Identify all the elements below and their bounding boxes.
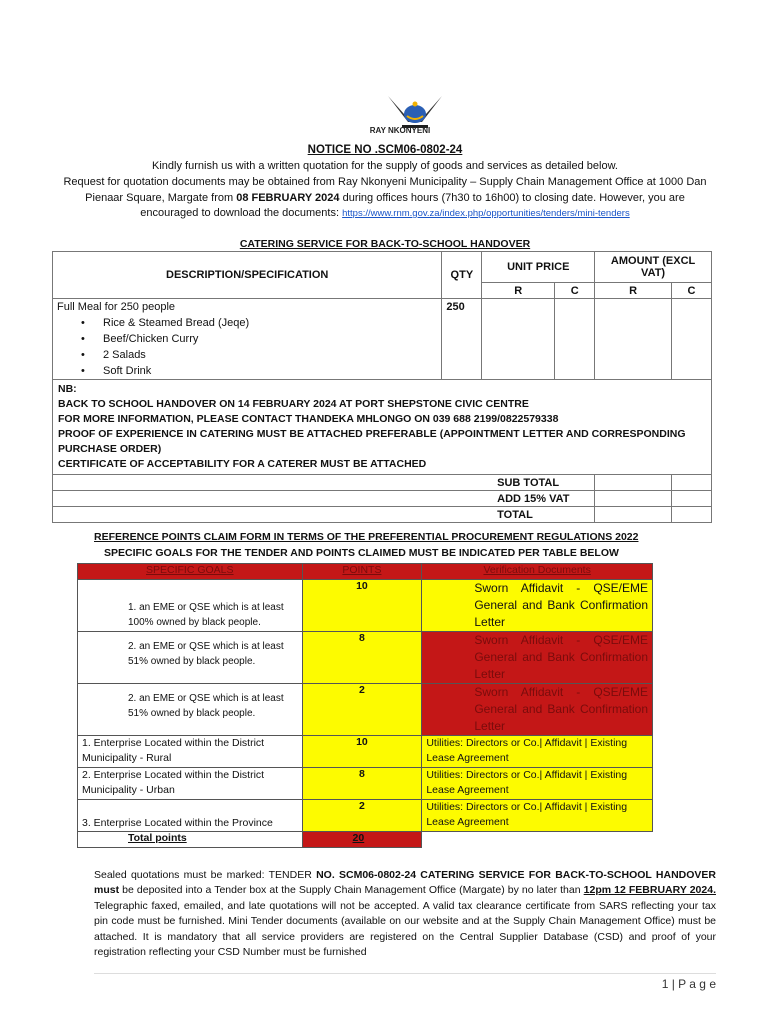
closing-paragraph xyxy=(94,868,716,960)
col-qty: QTY xyxy=(442,252,482,299)
footer-divider xyxy=(94,973,716,974)
item-cell xyxy=(53,299,442,380)
col-points: POINTS xyxy=(302,564,422,580)
list-item: • Beef/Chicken Curry xyxy=(103,331,441,347)
catering-title: CATERING SERVICE FOR BACK-TO-SCHOOL HANDOVER xyxy=(239,238,531,250)
intro-line-3a: Pienaar Square, Margate from xyxy=(85,192,237,204)
intro-line-3c: during offices hours (7h30 to 16h00) to closing date. However, you are xyxy=(339,192,685,204)
intro-line-2: Request for quotation documents may be obtained from Ray Nkonyeni Municipality – Supply Chain Management Office at 1000 Dan xyxy=(63,176,707,188)
amount-r-cell[interactable] xyxy=(595,299,672,380)
verif-3: Sworn Affidavit - QSE/EME General and Bank Confirmation Letter xyxy=(422,684,653,736)
vat-text: ADD 15% VAT xyxy=(497,492,570,505)
points-5[interactable]: 8 xyxy=(302,768,422,800)
page-number: 1 | P a g e xyxy=(661,977,716,991)
nb-line: CERTIFICATE OF ACCEPTABILITY FOR A CATERER MUST BE ATTACHED xyxy=(58,458,427,470)
col-specific-goals: SPECIFIC GOALS xyxy=(78,564,303,580)
unit-r-cell[interactable] xyxy=(482,299,555,380)
total-r[interactable] xyxy=(595,507,672,523)
col-unit-price: UNIT PRICE xyxy=(482,252,595,283)
total-label xyxy=(53,507,595,523)
col-unit-r: R xyxy=(482,283,555,299)
nb-block xyxy=(53,380,712,475)
vat-r[interactable] xyxy=(595,491,672,507)
col-desc: DESCRIPTION/SPECIFICATION xyxy=(53,252,442,299)
verif-2: Sworn Affidavit - QSE/EME General and Bank Confirmation Letter xyxy=(422,632,653,684)
list-item: • Rice & Steamed Bread (Jeqe) xyxy=(103,315,441,331)
intro-date: 08 FEBRUARY 2024 xyxy=(236,192,340,204)
goal-6: 3. Enterprise Located within the Province xyxy=(78,800,303,832)
intro-line-3 xyxy=(0,192,770,204)
closing-p5: Telegraphic faxed, emailed, and late quotations will not be accepted. A valid tax clearance certificate from SARS reflecting your tax pin code must be furnished. Mini Tender documents (available on our website and at the Supply Chain Management Office) must be attached. It is mandatory that all service providers are registered on the Central Supplier Database (CSD) and proof of your registration reflecting your CSD Number must be furnished xyxy=(94,899,716,959)
item-list xyxy=(53,315,441,379)
goal-4: 1. Enterprise Located within the District Municipality - Rural xyxy=(78,736,303,768)
logo-text: RAY NKONYENI xyxy=(369,126,431,135)
points-title-1: REFERENCE POINTS CLAIM FORM IN TERMS OF THE PREFERENTIAL PROCUREMENT REGULATIONS 2022 xyxy=(94,531,639,543)
subtotal-c[interactable] xyxy=(672,475,712,491)
verif-6: Utilities: Directors or Co.| Affidavit | Existing Lease Agreement xyxy=(422,800,653,832)
goal-1: 1. an EME or QSE which is at least 100% owned by black people. xyxy=(78,580,303,632)
points-4[interactable]: 10 xyxy=(302,736,422,768)
points-2[interactable]: 8 xyxy=(302,632,422,684)
intro-line-4 xyxy=(0,207,770,219)
amount-c-cell[interactable] xyxy=(672,299,712,380)
closing-deadline: 12pm 12 FEBRUARY 2024. xyxy=(583,884,716,897)
list-item: • Soft Drink xyxy=(103,363,441,379)
verif-4: Utilities: Directors or Co.| Affidavit | Existing Lease Agreement xyxy=(422,736,653,768)
empty-cell xyxy=(422,832,653,848)
subtotal-label xyxy=(53,475,595,491)
item-main: Full Meal for 250 people xyxy=(57,301,176,313)
total-text: TOTAL xyxy=(497,508,533,521)
points-3[interactable]: 2 xyxy=(302,684,422,736)
goal-2: 2. an EME or QSE which is at least 51% owned by black people. xyxy=(78,632,303,684)
nb-line: FOR MORE INFORMATION, PLEASE CONTACT THANDEKA MHLONGO ON 039 688 2199/0822579338 xyxy=(58,413,559,425)
verif-1: Sworn Affidavit - QSE/EME General and Bank Confirmation Letter xyxy=(422,580,653,632)
goal-5: 2. Enterprise Located within the District Municipality - Urban xyxy=(78,768,303,800)
points-table xyxy=(77,563,653,848)
download-link[interactable]: https://www.rnm.gov.za/index.php/opportunities/tenders/mini-tenders xyxy=(342,208,630,219)
closing-p2: NO. SCM06-0802-24 CATERING SERVICE FOR BACK-TO-SCHOOL HANDOVER must xyxy=(94,869,716,897)
verif-5: Utilities: Directors or Co.| Affidavit | Existing Lease Agreement xyxy=(422,768,653,800)
unit-c-cell[interactable] xyxy=(555,299,595,380)
col-unit-c: C xyxy=(555,283,595,299)
total-c[interactable] xyxy=(672,507,712,523)
item-qty: 250 xyxy=(442,299,482,380)
goal-3: 2. an EME or QSE which is at least 51% owned by black people. xyxy=(78,684,303,736)
total-points-label: Total points xyxy=(78,832,303,848)
intro-line-4-text: encouraged to download the documents: xyxy=(140,207,343,219)
col-amount-r: R xyxy=(595,283,672,299)
nb-line: PROOF OF EXPERIENCE IN CATERING MUST BE ATTACHED PREFERABLE (APPOINTMENT LETTER AND CORRESPONDING PURCHASE ORDER) xyxy=(58,428,686,455)
points-1[interactable]: 10 xyxy=(302,580,422,632)
points-6[interactable]: 2 xyxy=(302,800,422,832)
closing-p1: Sealed quotations must be marked: TENDER xyxy=(94,869,317,881)
total-points-value: 20 xyxy=(302,832,422,848)
points-title-2: SPECIFIC GOALS FOR THE TENDER AND POINTS CLAIMED MUST BE INDICATED PER TABLE BELOW xyxy=(104,547,619,559)
subtotal-text: SUB TOTAL xyxy=(497,476,560,489)
vat-c[interactable] xyxy=(672,491,712,507)
catering-table xyxy=(52,251,712,523)
nb-label: NB: xyxy=(58,383,77,395)
nb-line: BACK TO SCHOOL HANDOVER ON 14 FEBRUARY 2024 AT PORT SHEPSTONE CIVIC CENTRE xyxy=(58,398,529,410)
col-amount-c: C xyxy=(672,283,712,299)
col-amount: AMOUNT (EXCL VAT) xyxy=(595,252,712,283)
closing-p3: be deposited into a Tender box at the Supply Chain Management Office (Margate) by no later than xyxy=(119,884,584,897)
notice-number: NOTICE NO .SCM06-0802-24 xyxy=(307,144,463,156)
intro-line-1: Kindly furnish us with a written quotation for the supply of goods and services as detailed below. xyxy=(152,160,618,172)
subtotal-r[interactable] xyxy=(595,475,672,491)
vat-label xyxy=(53,491,595,507)
list-item: • 2 Salads xyxy=(103,347,441,363)
col-verification: Verification Documents xyxy=(422,564,653,580)
